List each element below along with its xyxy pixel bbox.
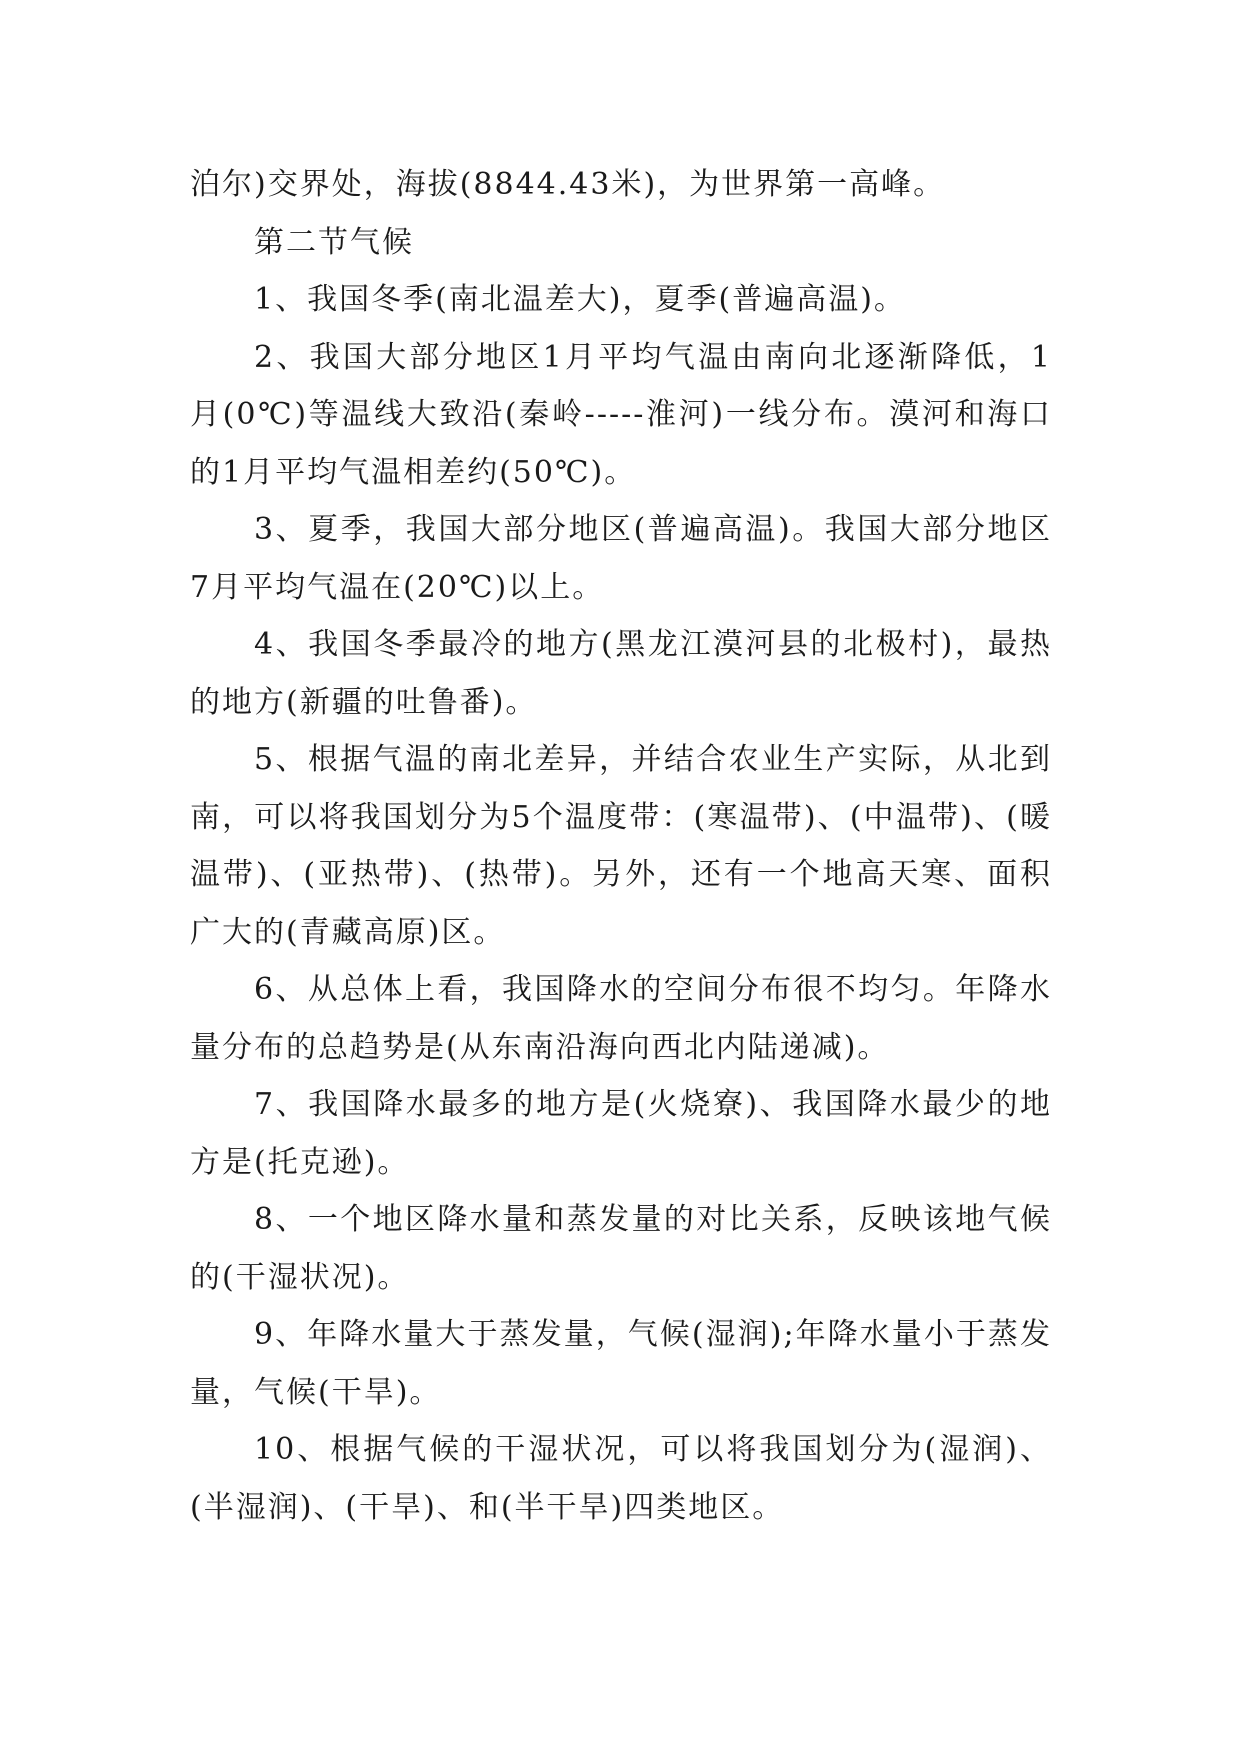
list-item-2: 2、我国大部分地区1月平均气温由南向北逐渐降低，1月(0℃)等温线大致沿(秦岭-----淮河)一线分布。漠河和海口的1月平均气温相差约(50℃)。 [190,339,1052,490]
continuation-paragraph: 泊尔)交界处，海拔(8844.43米)，为世界第一高峰。 [190,167,946,202]
list-item-3: 3、夏季，我国大部分地区(普遍高温)。我国大部分地区7月平均气温在(20℃)以上。 [190,512,1052,605]
list-item-6: 6、从总体上看，我国降水的空间分布很不均匀。年降水量分布的总趋势是(从东南沿海向西北内陆递减)。 [190,972,1052,1065]
list-item-1: 1、我国冬季(南北温差大)，夏季(普遍高温)。 [254,282,906,317]
list-item-10: 10、根据气候的干湿状况，可以将我国划分为(湿润)、(半湿润)、(干旱)、和(半干旱)四类地区。 [190,1432,1052,1525]
section-title: 第二节气候 [254,224,414,260]
document-body [190,156,1052,1536]
list-item-4: 4、我国冬季最冷的地方(黑龙江漠河县的北极村)，最热的地方(新疆的吐鲁番)。 [190,627,1052,720]
list-item-9: 9、年降水量大于蒸发量，气候(湿润);年降水量小于蒸发量，气候(干旱)。 [190,1317,1052,1410]
list-item-5: 5、根据气温的南北差异，并结合农业生产实际，从北到南，可以将我国划分为5个温度带：(寒温带)、(中温带)、(暖温带)、(亚热带)、(热带)。另外，还有一个地高天寒、面积广大的(青藏高原)区。 [190,742,1052,950]
list-item-8: 8、一个地区降水量和蒸发量的对比关系，反映该地气候的(干湿状况)。 [190,1202,1052,1295]
list-item-7: 7、我国降水最多的地方是(火烧寮)、我国降水最少的地方是(托克逊)。 [190,1087,1052,1180]
